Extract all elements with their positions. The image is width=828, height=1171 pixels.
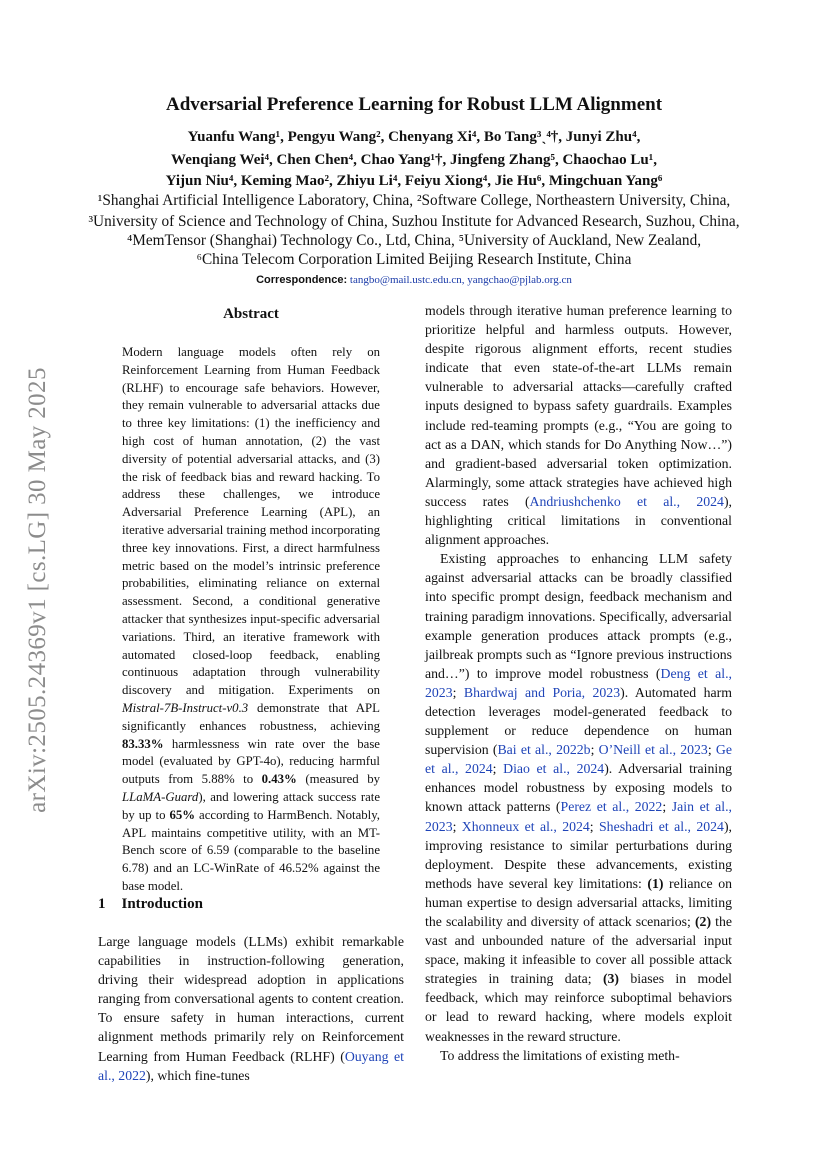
author-line-2: Wenqiang Wei⁴, Chen Chen⁴, Chao Yang¹†, Jingfeng Zhang⁵, Chaochao Lu¹, bbox=[171, 152, 657, 168]
guard-name: LLaMA-Guard bbox=[122, 789, 199, 804]
related-approaches-paragraph: Existing approaches to enhancing LLM safety against adversarial attacks can be broadly classified into specific prompt design, feedback mechanism and training paradigm innovations. Specifically, adversarial example generation produces attack prompts (e.g., jailbreak prompts such as “Ignore previous instructions and…”) to improve model robustness (Deng et al., 2023; Bhardwaj and Poria, 2023). Automated harm detection leverages model-generated feedback to supplement or reduce dependence on human supervision (Bai et al., 2022b; O’Neill et al., 2023; Ge et al., 2024; Diao et al., 2024). Adversarial training enhances model robustness by exposing models to known attack patterns (Perez et al., 2022; Jain et al., 2023; Xhonneux et al., 2024; Sheshadri et al., 2024), improving resistance to similar perturbations during deployment. Despite these advancements, existing methods have several key limitations: (1) reliance on human expertise to design adversarial attacks, limiting the scalability and diversity of attack scenarios; (2) the vast and unbounded nature of the adversarial input space, making it infeasible to cover all possible attack strategies in training data; (3) biases in model feedback, which may reinforce suboptimal behaviors or lead to reward hacking, where models exploit weaknesses in the reward structure. bbox=[425, 551, 732, 1044]
harmful-rate: 0.43% bbox=[261, 772, 297, 787]
win-rate: 83.33% bbox=[122, 736, 164, 751]
intro-paragraph: Large language models (LLMs) exhibit remarkable capabilities in instruction-following generation, driving their widespread adoption in applications ranging from conversational agents to content creation. To ensure safety in human interactions, current alignment methods primarily rely on Reinforcement Learning from Human Feedback (RLHF) (Ouyang et al., 2022), which fine-tunes bbox=[98, 934, 404, 1083]
affiliation-line-3: ⁴MemTensor (Shanghai) Technology Co., Ltd, China, ⁵University of Auckland, New Zealand, bbox=[126, 232, 702, 249]
model-name: Mistral-7B-Instruct-v0.3 bbox=[122, 700, 249, 715]
affiliation-line-4: ⁶China Telecom Corporation Limited Beijing Research Institute, China bbox=[196, 251, 632, 268]
asr-drop: 65% bbox=[169, 807, 196, 822]
section-heading-introduction: 1 Introduction bbox=[98, 896, 203, 912]
abstract-heading: Abstract bbox=[223, 306, 279, 322]
citation-link[interactable]: Bhardwaj and Poria, 2023 bbox=[463, 684, 621, 700]
citation-link[interactable]: Jain et al., 2023 bbox=[425, 799, 732, 834]
citation-link[interactable]: Sheshadri et al., 2024 bbox=[599, 818, 724, 834]
abstract-body: Modern language models often rely on Reinforcement Learning from Human Feedback (RLHF) to encourage safe behaviors. However, they remain vulnerable to adversarial attacks due to three key limitations: (1) the inefficiency and high cost of human annotation, (2) the vast diversity of potential adversarial attacks, and (3) the risk of feedback bias and reward hacking. To address these challenges, we introduce Adversarial Preference Learning (APL), an iterative adversarial training method incorporating three key innovations. First, a direct harmfulness metric based on the model’s intrinsic preference probabilities, eliminating reliance on external assessment. Second, a conditional generative attacker that synthesizes input-specific adversarial variations. Third, an iterative framework with automated closed-loop feedback, enabling continuous adaptation through vulnerability discovery and mitigation. Experiments on Mistral-7B-Instruct-v0.3 demonstrate that APL significantly enhances robustness, achieving 83.33% harmlessness win rate over the base model (evaluated by GPT-4o), reducing harmful outputs from 5.88% to 0.43% (measured by LLaMA-Guard), and lowering attack success rate by up to 65% according to HarmBench. Notably, APL maintains competitive utility, with an MT-Bench score of 6.59 (comparable to the baseline 6.78) and an LC-WinRate of 46.52% against the base model. bbox=[122, 345, 381, 893]
citation-link[interactable]: Ouyang et al., 2022 bbox=[98, 1048, 404, 1083]
citation-link[interactable]: Diao et al., 2024 bbox=[503, 761, 605, 777]
citation-link[interactable]: Perez et al., 2022 bbox=[560, 799, 663, 815]
limitations-paragraph-start: To address the limitations of existing meth- bbox=[440, 1047, 680, 1063]
citation-link[interactable]: O’Neill et al., 2023 bbox=[598, 742, 708, 758]
citation-link[interactable]: Andriushchenko et al., 2024 bbox=[529, 493, 724, 509]
citation-link[interactable]: Xhonneux et al., 2024 bbox=[461, 818, 590, 834]
author-line-1: Yuanfu Wang¹, Pengyu Wang², Chenyang Xi⁴, Bo Tang³ˎ⁴†, Junyi Zhu⁴, bbox=[187, 129, 641, 145]
citation-link[interactable]: Deng et al., 2023 bbox=[425, 665, 732, 700]
correspondence-label: Correspondence: bbox=[256, 274, 348, 286]
intro-continued: models through iterative human preference learning to prioritize helpful and harmless outputs. However, despite rigorous alignment efforts, recent studies indicate that even state-of-the-art LLMs remain vulnerable to adversarial attacks—carefully crafted inputs designed to bypass safety guardrails. Examples include red-teaming prompts (e.g., “You are going to act as a DAN, which stands for Do Anything Now…”) and gradient-based adversarial token optimization. Alarmingly, some attack strategies have achieved high success rates (Andriushchenko et al., 2024), highlighting critical limitations in conventional alignment approaches. bbox=[425, 303, 732, 548]
correspondence bbox=[0, 270, 828, 290]
arxiv-stamp-text: arXiv:2505.24369v1 [cs.LG] 30 May 2025 bbox=[24, 367, 51, 813]
author-line-3: Yijun Niu⁴, Keming Mao², Zhiyu Li⁴, Feiyu Xiong⁴, Jie Hu⁶, Mingchuan Yang⁶ bbox=[165, 173, 663, 189]
affiliation-line-2: ³University of Science and Technology of China, Suzhou Institute for Advanced Research, Suzhou, China, bbox=[88, 213, 740, 230]
affiliation-line-1: ¹Shanghai Artificial Intelligence Laboratory, China, ²Software College, Northeastern University, China, bbox=[97, 192, 731, 209]
right-column bbox=[425, 301, 732, 1065]
citation-link[interactable]: Ge et al., 2024 bbox=[425, 742, 732, 777]
citation-link[interactable]: Bai et al., 2022b bbox=[497, 742, 591, 758]
paper-title: Adversarial Preference Learning for Robust LLM Alignment bbox=[165, 94, 663, 115]
arxiv-stamp bbox=[20, 340, 56, 840]
correspondence-emails[interactable]: tangbo@mail.ustc.edu.cn, yangchao@pjlab.org.cn bbox=[349, 274, 572, 286]
